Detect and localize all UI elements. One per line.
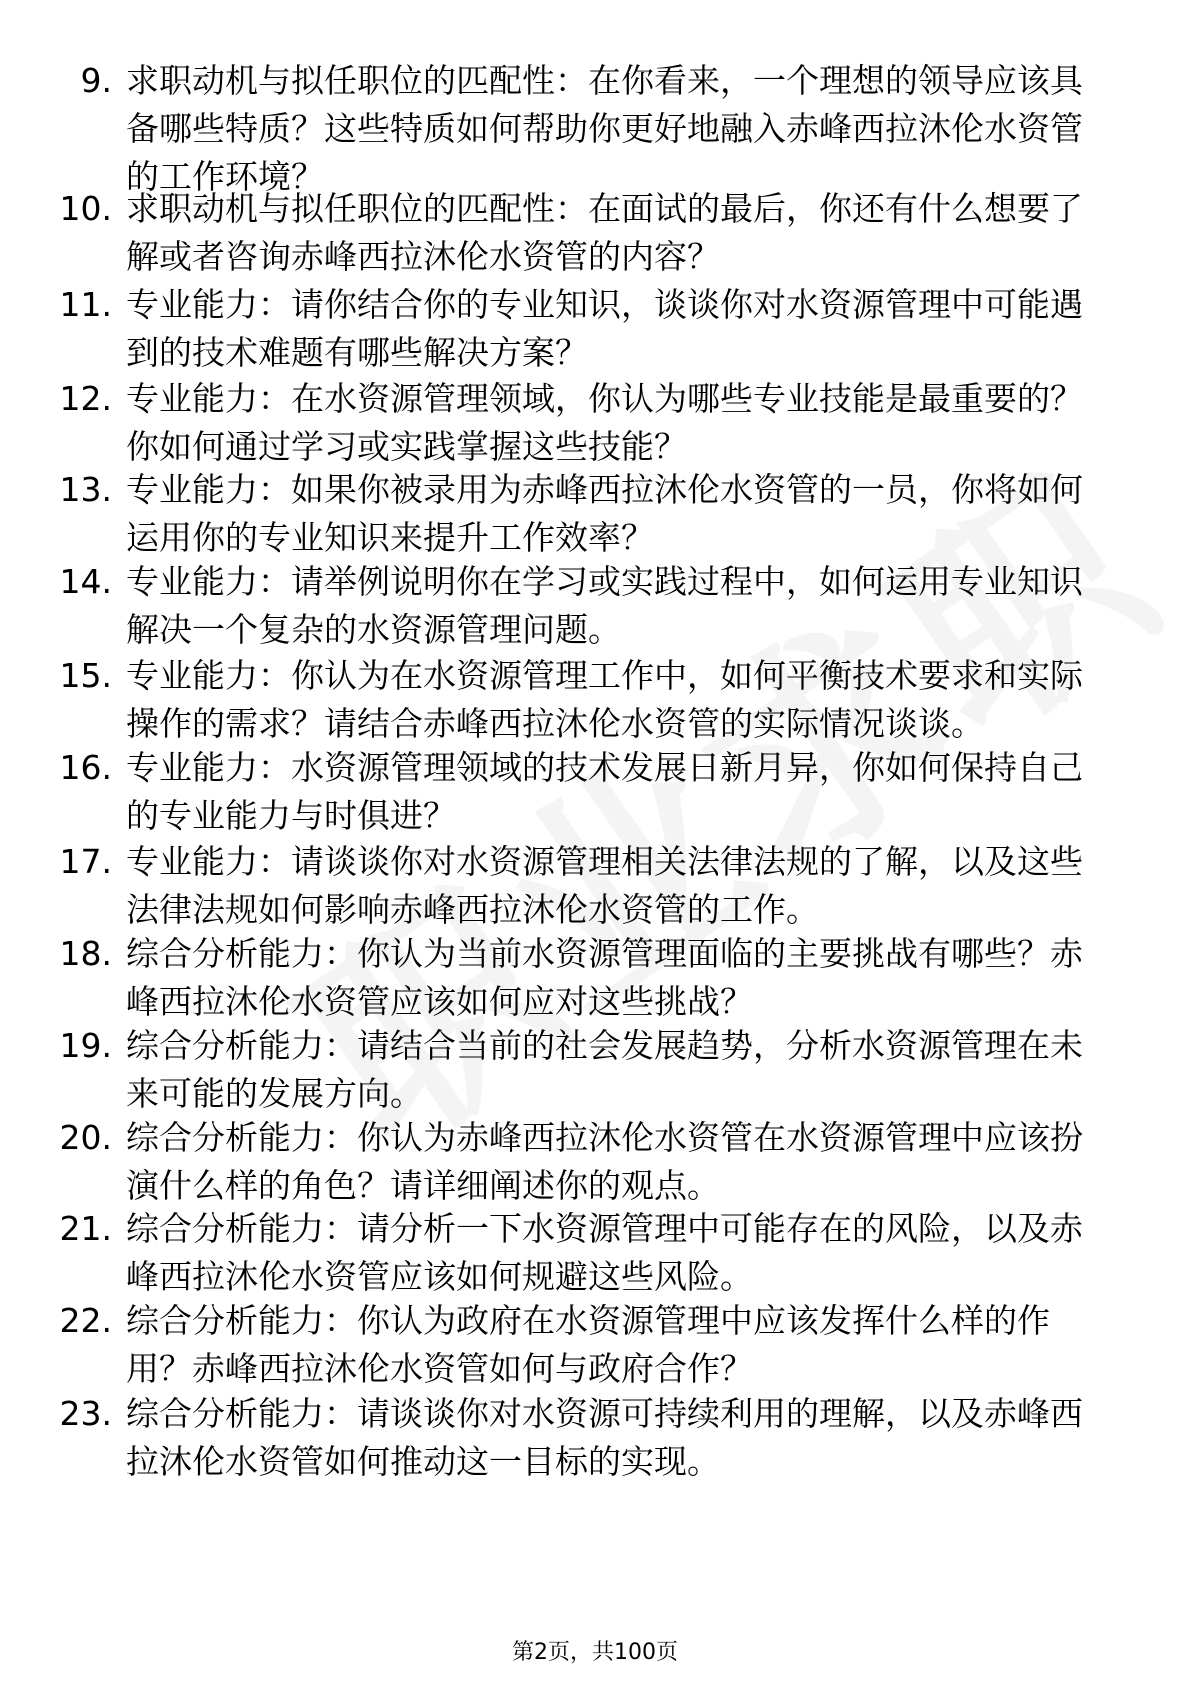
question-number: 13. — [59, 470, 112, 509]
question-number: 10. — [59, 189, 112, 228]
question-text: 求职动机与拟任职位的匹配性：在你看来，一个理想的领导应该具备哪些特质？这些特质如何帮助你更好地融入赤峰西拉沐伦水资管的工作环境？ — [126, 61, 1083, 196]
question-item — [0, 1297, 1190, 1393]
question-item — [0, 652, 1190, 748]
question-text: 专业能力：在水资源管理领域，你认为哪些专业技能是最重要的？你如何通过学习或实践掌握这些技能？ — [126, 379, 1083, 466]
question-item — [0, 930, 1190, 1026]
question-text: 综合分析能力：你认为赤峰西拉沐伦水资管在水资源管理中应该扮演什么样的角色？请详细阐述你的观点。 — [126, 1118, 1083, 1205]
question-text: 综合分析能力：请分析一下水资源管理中可能存在的风险，以及赤峰西拉沐伦水资管应该如何规避这些风险。 — [126, 1209, 1083, 1296]
question-number: 15. — [59, 656, 112, 695]
question-item — [0, 1114, 1190, 1210]
question-number: 16. — [59, 748, 112, 787]
question-number: 22. — [59, 1301, 112, 1340]
question-item — [0, 558, 1190, 654]
question-item — [0, 1022, 1190, 1118]
question-number: 11. — [59, 285, 112, 324]
question-number: 9. — [80, 61, 112, 100]
question-text: 专业能力：水资源管理领域的技术发展日新月异，你如何保持自己的专业能力与时俱进？ — [126, 748, 1083, 835]
question-number: 20. — [59, 1118, 112, 1157]
question-text: 综合分析能力：你认为当前水资源管理面临的主要挑战有哪些？赤峰西拉沐伦水资管应该如何应对这些挑战？ — [126, 934, 1083, 1021]
question-item — [0, 744, 1190, 840]
question-number: 19. — [59, 1026, 112, 1065]
question-number: 23. — [59, 1394, 112, 1433]
question-number: 14. — [59, 562, 112, 601]
question-item — [0, 1205, 1190, 1301]
question-number: 17. — [59, 842, 112, 881]
page-footer: 第2页，共100页 — [512, 1640, 678, 1665]
question-item — [0, 185, 1190, 281]
question-item — [0, 1390, 1190, 1486]
question-text: 综合分析能力：请结合当前的社会发展趋势，分析水资源管理在未来可能的发展方向。 — [126, 1026, 1083, 1113]
question-item — [0, 375, 1190, 471]
question-text: 专业能力：请举例说明你在学习或实践过程中，如何运用专业知识解决一个复杂的水资源管理问题。 — [126, 562, 1083, 649]
question-text: 综合分析能力：请谈谈你对水资源可持续利用的理解，以及赤峰西拉沐伦水资管如何推动这一目标的实现。 — [126, 1394, 1083, 1481]
question-item — [0, 466, 1190, 562]
question-text: 求职动机与拟任职位的匹配性：在面试的最后，你还有什么想要了解或者咨询赤峰西拉沐伦水资管的内容？ — [126, 189, 1083, 276]
question-number: 18. — [59, 934, 112, 973]
question-item — [0, 281, 1190, 377]
question-number: 12. — [59, 379, 112, 418]
question-text: 专业能力：你认为在水资源管理工作中，如何平衡技术要求和实际操作的需求？请结合赤峰西拉沐伦水资管的实际情况谈谈。 — [126, 656, 1083, 743]
question-text: 综合分析能力：你认为政府在水资源管理中应该发挥什么样的作用？赤峰西拉沐伦水资管如何与政府合作？ — [126, 1301, 1050, 1388]
question-text: 专业能力：请谈谈你对水资源管理相关法律法规的了解，以及这些法律法规如何影响赤峰西拉沐伦水资管的工作。 — [126, 842, 1083, 929]
question-text: 专业能力：如果你被录用为赤峰西拉沐伦水资管的一员，你将如何运用你的专业知识来提升工作效率？ — [126, 470, 1083, 557]
question-item — [0, 57, 1190, 196]
question-item — [0, 838, 1190, 934]
question-number: 21. — [59, 1209, 112, 1248]
question-text: 专业能力：请你结合你的专业知识，谈谈你对水资源管理中可能遇到的技术难题有哪些解决方案？ — [126, 285, 1083, 372]
